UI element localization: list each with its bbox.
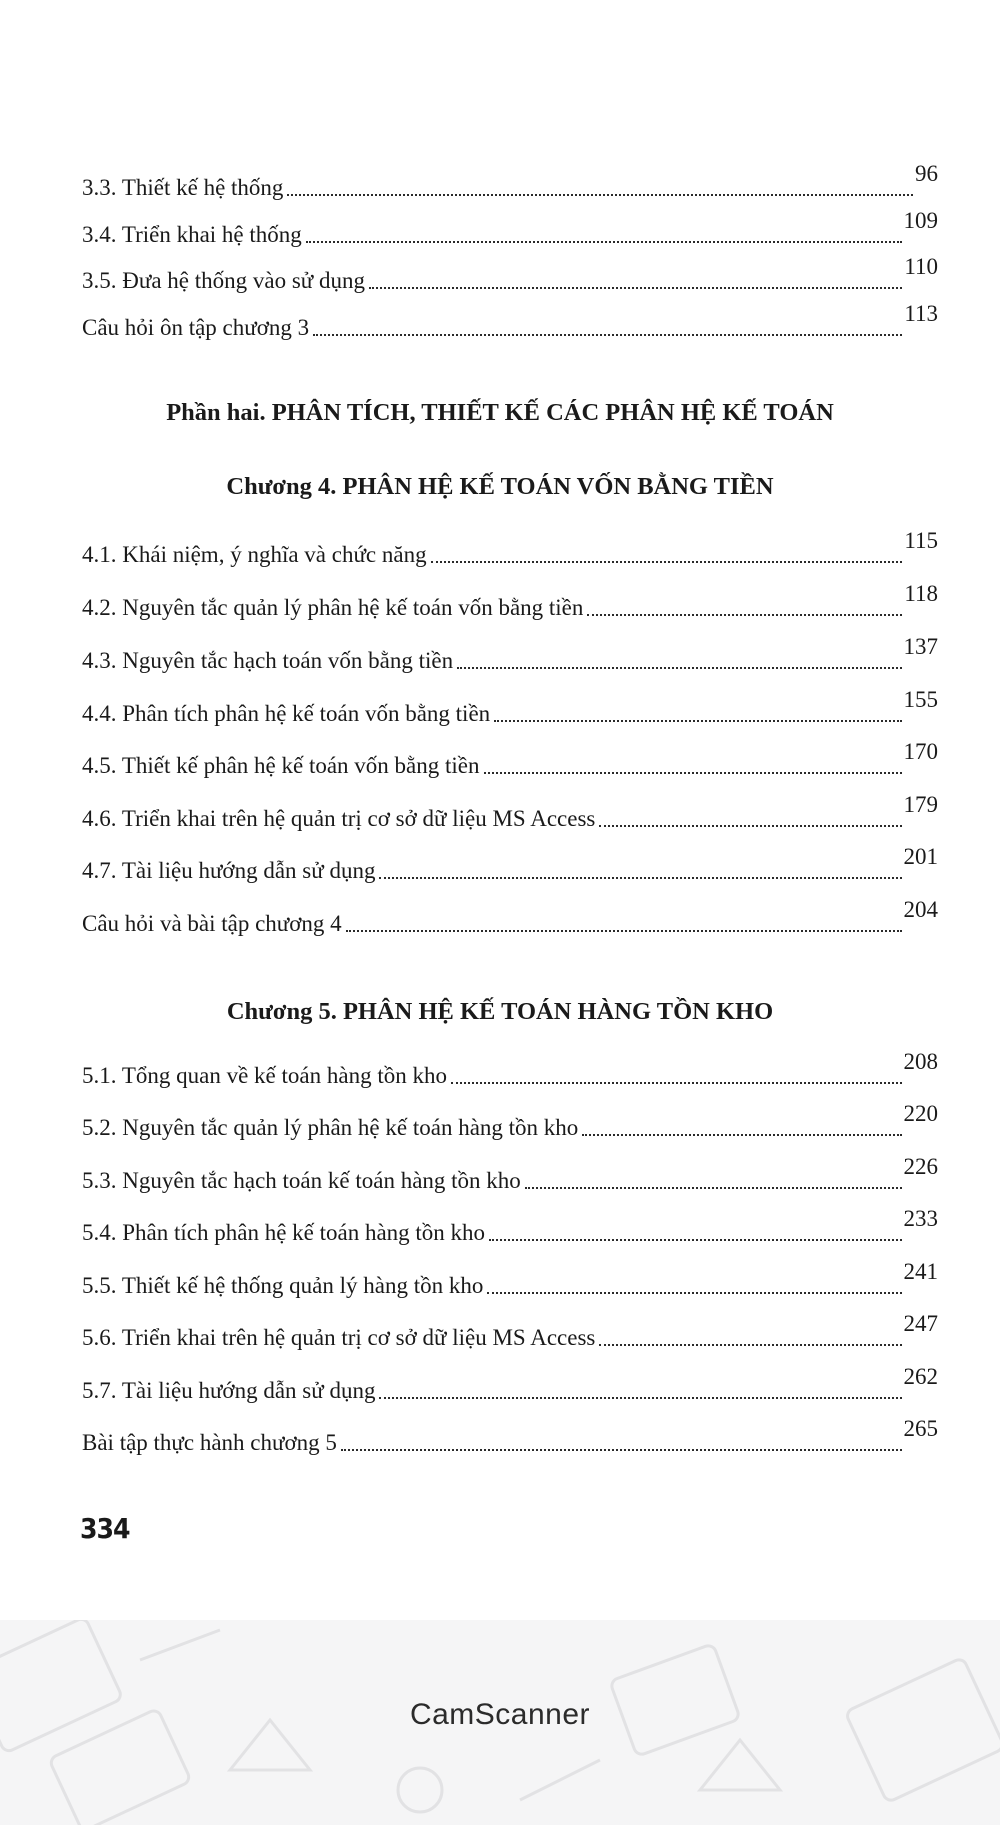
- toc-entry-page: 262: [903, 1364, 938, 1389]
- dot-leader: [494, 719, 901, 722]
- camscanner-watermark: CamScanner: [409, 1698, 591, 1731]
- toc-entry-page: 233: [903, 1206, 938, 1231]
- toc-entry-page: 109: [903, 208, 938, 233]
- toc-entry-page: 220: [903, 1101, 938, 1126]
- dot-leader: [313, 333, 902, 336]
- toc-entry-page: 137: [903, 634, 938, 659]
- toc-entry-page: 201: [903, 844, 938, 869]
- toc-entry: [82, 301, 938, 342]
- toc-entry: [82, 1101, 938, 1142]
- dot-leader: [599, 1343, 901, 1346]
- toc-entry-page: 208: [903, 1049, 938, 1074]
- scanner-footer: [0, 1620, 1000, 1825]
- toc-entry-page: 115: [904, 528, 938, 553]
- toc-entry-label: 5.3. Nguyên tắc hạch toán kế toán hàng tồn kho: [82, 1168, 521, 1193]
- toc-entry: [82, 208, 938, 249]
- dot-leader: [587, 613, 902, 616]
- toc-entry: [82, 1206, 938, 1247]
- toc-entry-page: 155: [903, 687, 938, 712]
- toc-entry-page: 204: [903, 897, 938, 922]
- toc-entry: [82, 792, 938, 833]
- toc-entry: [82, 1259, 938, 1300]
- toc-entry-label: 5.7. Tài liệu hướng dẫn sử dụng: [82, 1378, 376, 1403]
- toc-entry-page: 170: [903, 739, 938, 764]
- toc-entry: [82, 1154, 938, 1195]
- dot-leader: [489, 1238, 901, 1241]
- dot-leader: [341, 1448, 902, 1451]
- toc-entry-label: 4.2. Nguyên tắc quản lý phân hệ kế toán vốn bằng tiền: [82, 595, 584, 620]
- toc-entry-page: 110: [904, 254, 938, 279]
- dot-leader: [487, 1291, 901, 1294]
- dot-leader: [379, 876, 901, 879]
- toc-entry-label: 4.7. Tài liệu hướng dẫn sử dụng: [82, 858, 376, 883]
- toc-entry-label: 5.5. Thiết kế hệ thống quản lý hàng tồn kho: [82, 1273, 484, 1298]
- toc-entry-page: 226: [903, 1154, 938, 1179]
- toc-entry: [82, 687, 938, 728]
- toc-entry: [82, 161, 938, 202]
- toc-entry-label: 5.4. Phân tích phân hệ kế toán hàng tồn kho: [82, 1220, 486, 1245]
- toc-entry: [82, 1049, 938, 1090]
- toc-entry-label: 5.2. Nguyên tắc quản lý phân hệ kế toán hàng tồn kho: [82, 1115, 579, 1140]
- dot-leader: [287, 193, 913, 196]
- toc-entry-label: 4.3. Nguyên tắc hạch toán vốn bằng tiền: [82, 648, 454, 673]
- toc-entry-label: Câu hỏi và bài tập chương 4: [82, 911, 342, 936]
- dot-leader: [346, 929, 902, 932]
- toc-entry-page: 247: [903, 1311, 938, 1336]
- toc-entry-page: 118: [904, 581, 938, 606]
- toc-entry: [82, 254, 938, 295]
- toc-entry-label: 3.3. Thiết kế hệ thống: [82, 175, 284, 200]
- toc-entry: [82, 844, 938, 885]
- toc-entry: [82, 1311, 938, 1352]
- page-number: 334: [80, 1512, 130, 1545]
- toc-entry-label: 4.5. Thiết kế phân hệ kế toán vốn bằng tiền: [82, 753, 480, 778]
- dot-leader: [369, 286, 902, 289]
- toc-entry-label: 4.4. Phân tích phân hệ kế toán vốn bằng tiền: [82, 701, 491, 726]
- toc-entry-label: 3.5. Đưa hệ thống vào sử dụng: [82, 268, 366, 293]
- toc-entry: [82, 739, 938, 780]
- dot-leader: [431, 560, 903, 563]
- toc-entry-label: 3.4. Triển khai hệ thống: [82, 222, 302, 247]
- chapter-5-title: Chương 5. PHÂN HỆ KẾ TOÁN HÀNG TỒN KHO: [226, 998, 774, 1025]
- dot-leader: [379, 1396, 901, 1399]
- toc-entry: [82, 581, 938, 622]
- toc-entry-page: 96: [915, 161, 938, 186]
- toc-entry-page: 113: [904, 301, 938, 326]
- toc-entry: [82, 528, 938, 569]
- toc-entry: [82, 897, 938, 938]
- toc-entry-page: 265: [903, 1416, 938, 1441]
- toc-entry: [82, 1416, 938, 1457]
- dot-leader: [306, 240, 902, 243]
- dot-leader: [457, 666, 901, 669]
- toc-entry-page: 241: [903, 1259, 938, 1284]
- toc-entry-label: 5.1. Tổng quan về kế toán hàng tồn kho: [82, 1063, 447, 1088]
- toc-entry: [82, 634, 938, 675]
- dot-leader: [451, 1081, 902, 1084]
- chapter-4-title: Chương 4. PHÂN HỆ KẾ TOÁN VỐN BẰNG TIỀN: [226, 473, 774, 500]
- toc-entry-label: 4.6. Triển khai trên hệ quản trị cơ sở dữ liệu MS Access: [82, 806, 596, 831]
- toc-entry-label: Câu hỏi ôn tập chương 3: [82, 315, 310, 340]
- dot-leader: [599, 824, 901, 827]
- toc-entry-label: 5.6. Triển khai trên hệ quản trị cơ sở dữ liệu MS Access: [82, 1325, 596, 1350]
- toc-entry-label: Bài tập thực hành chương 5: [82, 1430, 337, 1455]
- dot-leader: [582, 1133, 901, 1136]
- toc-entry: [82, 1364, 938, 1405]
- dot-leader: [484, 771, 902, 774]
- toc-entry-label: 4.1. Khái niệm, ý nghĩa và chức năng: [82, 542, 427, 567]
- dot-leader: [525, 1186, 902, 1189]
- part-title: Phần hai. PHÂN TÍCH, THIẾT KẾ CÁC PHÂN HỆ KẾ TOÁN: [166, 399, 834, 426]
- toc-entry-page: 179: [903, 792, 938, 817]
